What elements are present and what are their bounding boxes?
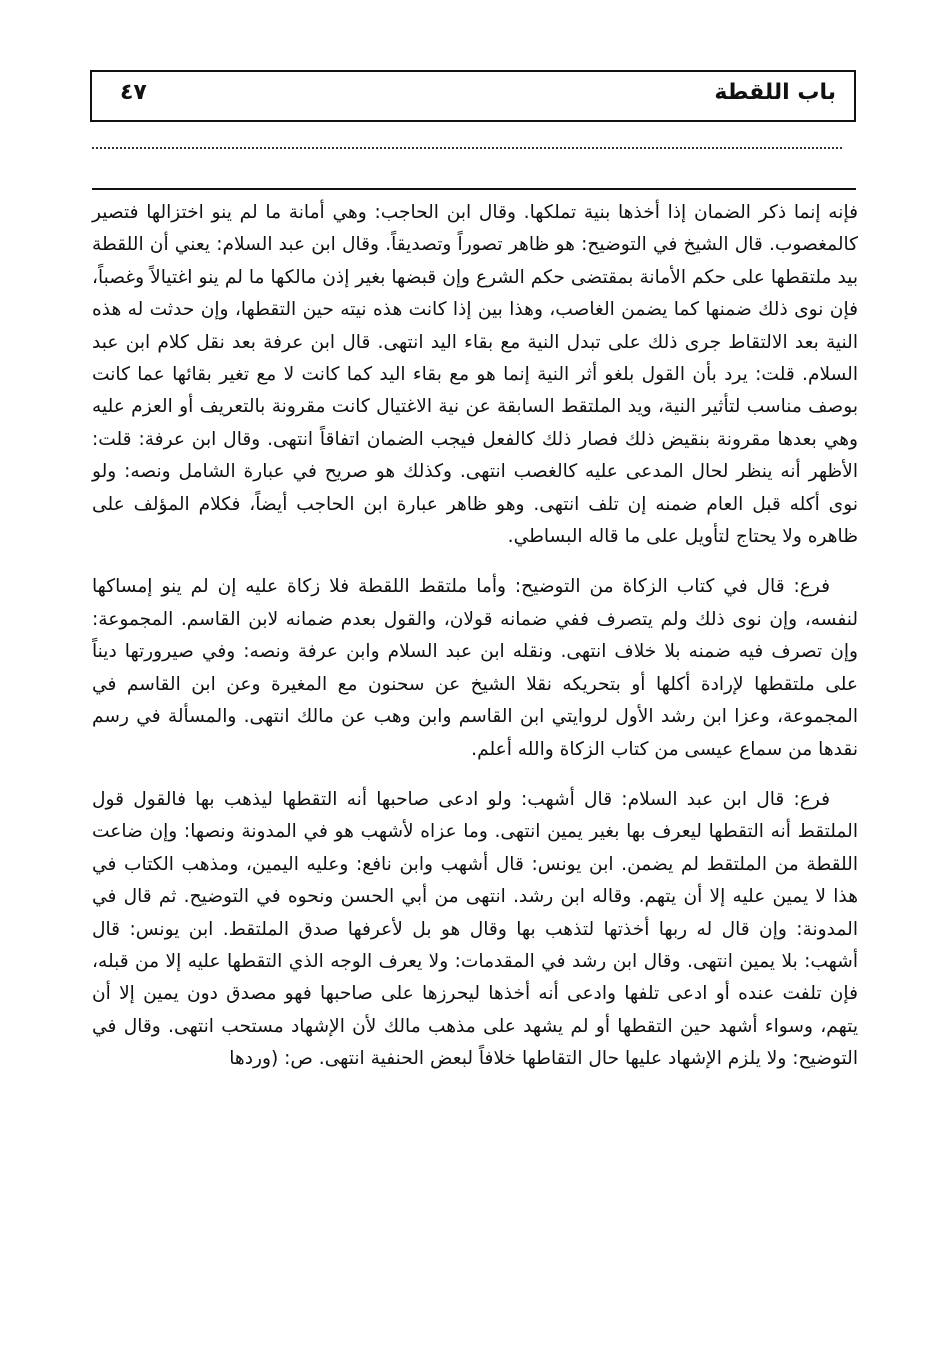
body-text [92, 197, 858, 1076]
dotted-separator [92, 147, 842, 149]
page-number: ٤٧ [120, 80, 147, 105]
paragraph: فرع: قال ابن عبد السلام: قال أشهب: ولو ادعى صاحبها أنه التقطها ليذهب بها فالقول قول الملتقط أنه التقطها ليعرف بها بغير يمين انتهى. وما عزاه لأشهب هو في المدونة ونصها: وإن ضاعت اللقطة من الملتقط لم يضمن. ابن يونس: قال أشهب وابن نافع: وعليه اليمين، ومذهب الكتاب في هذا لا يمين عليه إلا أن يتهم. وقاله ابن رشد. انتهى من أبي الحسن ونحوه في التوضيح. ثم قال في المدونة: وإن قال له ربها أخذتها لتذهب بها وقال هو بل لأعرفها صدق الملتقط. ابن يونس: قال أشهب: بلا يمين انتهى. وقال ابن رشد في المقدمات: ولا يعرف الوجه الذي التقطها عليه إلا من قبله، فإن تلفت عنده أو ادعى تلفها وادعى أنه أخذها ليحرزها على صاحبها فهو مصدق دون يمين إلا أن يتهم، وسواء أشهد حين التقطها أو لم يشهد على مذهب مالك لأن الإشهاد مستحب انتهى. وقال في التوضيح: ولا يلزم الإشهاد عليها حال التقاطها خلافاً لبعض الحنفية انتهى. ص: (وردها [92, 788, 858, 1070]
chapter-title: باب اللقطة [714, 80, 836, 105]
paragraph: فإنه إنما ذكر الضمان إذا أخذها بنية تملكها. وقال ابن الحاجب: وهي أمانة ما لم ينو اختزالها فتصير كالمغصوب. قال الشيخ في التوضيح: هو ظاهر تصوراً وتصديقاً. وقال ابن عبد السلام: يعني أن اللقطة بيد ملتقطها على حكم الأمانة بمقتضى حكم الشرع وإن قبضها بغير إذن مالكها ما لم ينو اغتيالاً وغصباً، فإن نوى ذلك ضمنها كما يضمن الغاصب، وهذا بين إذا كانت هذه نيته حين التقطها، وإن حدثت له هذه النية بعد الالتقاط جرى ذلك على تبدل النية مع بقاء اليد انتهى. قال ابن عرفة بعد نقل كلام ابن عبد السلام. قلت: يرد بأن القول بلغو أثر النية إنما هو مع بقاء اليد كما كانت لا مع تغير بقائها عما كانت بوصف مناسب لتأثير النية، ويد الملتقط السابقة عن نية الاغتيال كانت مقرونة بالتعريف أو العزم عليه وهي بعدها مقرونة بنقيض ذلك فصار ذلك كالفعل فيجب الضمان اتفاقاً انتهى. وقال ابن عرفة: قلت: الأظهر أنه ينظر لحال المدعى عليه كالغصب انتهى. وكذلك هو صريح في عبارة الشامل ونصه: ولو نوى أكله قبل العام ضمنه إن تلف انتهى. وهو ظاهر عبارة ابن الحاجب أيضاً، فكلام المؤلف على ظاهره ولا يحتاج لتأويل على ما قاله البساطي. [92, 202, 858, 548]
paragraph: فرع: قال في كتاب الزكاة من التوضيح: وأما ملتقط اللقطة فلا زكاة عليه إن لم ينو إمساكها لنفسه، وإن نوى ذلك ولم يتصرف ففي ضمانه قولان، والقول بعدم ضمانه لابن القاسم. المجموعة: وإن تصرف فيه ضمنه بلا خلاف انتهى. ونقله ابن عبد السلام وابن عرفة ونصه: وفي صيرورتها ديناً على ملتقطها لإرادة أكلها أو بتحريكه نقلا الشيخ عن سحنون مع المغيرة وعن ابن القاسم في المجموعة، وعزا ابن رشد الأول لروايتي ابن القاسم وابن وهب عن مالك انتهى. والمسألة في رسم نقدها من سماع عيسى من كتاب الزكاة والله أعلم. [92, 576, 858, 760]
running-header [90, 70, 856, 122]
horizontal-rule [92, 188, 856, 190]
